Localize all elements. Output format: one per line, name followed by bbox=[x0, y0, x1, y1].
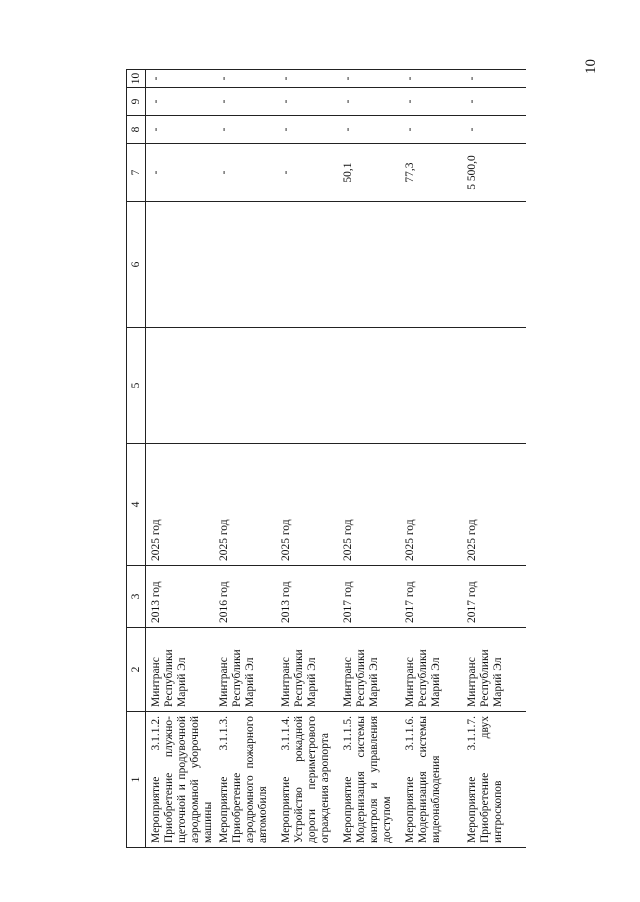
cell-col-9: - bbox=[338, 88, 400, 116]
cell-col-2: Минтранс Республики Марий Эл bbox=[276, 628, 338, 712]
cell-col-10: - bbox=[400, 70, 462, 88]
cell-col-3: 2017 год bbox=[338, 566, 400, 628]
table-body bbox=[146, 70, 527, 848]
cell-col-4: 2025 год bbox=[462, 444, 526, 566]
cell-col-2: Минтранс Республики Марий Эл bbox=[146, 628, 215, 712]
cell-col-4: 2025 год bbox=[214, 444, 276, 566]
cell-col-8: - bbox=[276, 116, 338, 144]
cell-col-6 bbox=[462, 202, 526, 328]
cell-col-5 bbox=[338, 328, 400, 444]
cell-col-5 bbox=[400, 328, 462, 444]
cell-col-7: 77,3 bbox=[400, 144, 462, 202]
cell-col-4: 2025 год bbox=[146, 444, 215, 566]
column-header-10: 10 bbox=[127, 70, 146, 88]
cell-col-4: 2025 год bbox=[338, 444, 400, 566]
cell-col-6 bbox=[338, 202, 400, 328]
cell-col-3: 2017 год bbox=[462, 566, 526, 628]
column-header-3: 3 bbox=[127, 566, 146, 628]
cell-col-10: - bbox=[214, 70, 276, 88]
header-row bbox=[127, 70, 146, 848]
table-row bbox=[214, 70, 276, 848]
cell-col-5 bbox=[146, 328, 215, 444]
cell-col-5 bbox=[462, 328, 526, 444]
cell-col-9: - bbox=[146, 88, 215, 116]
cell-col-7: - bbox=[146, 144, 215, 202]
cell-col-5 bbox=[276, 328, 338, 444]
table-row bbox=[338, 70, 400, 848]
cell-col-8: - bbox=[462, 116, 526, 144]
cell-col-10: - bbox=[338, 70, 400, 88]
column-header-7: 7 bbox=[127, 144, 146, 202]
cell-col-7: 5 500,0 bbox=[462, 144, 526, 202]
cell-col-8: - bbox=[146, 116, 215, 144]
cell-col-6 bbox=[214, 202, 276, 328]
rotated-table-wrapper bbox=[126, 70, 622, 848]
column-header-4: 4 bbox=[127, 444, 146, 566]
cell-col-4: 2025 год bbox=[276, 444, 338, 566]
cell-col-3: 2016 год bbox=[214, 566, 276, 628]
cell-col-10: - bbox=[146, 70, 215, 88]
cell-col-1: Мероприятие 3.1.1.5. Модернизация системы контроля и управления доступом bbox=[338, 712, 400, 848]
cell-col-9: - bbox=[462, 88, 526, 116]
cell-col-9: - bbox=[276, 88, 338, 116]
cell-col-6 bbox=[276, 202, 338, 328]
cell-col-1: Мероприятие 3.1.1.6. Модернизация системы видеонаблюдения bbox=[400, 712, 462, 848]
cell-col-1: Мероприятие 3.1.1.4. Устройство рокадной дороги периметрового ограждения аэропорта bbox=[276, 712, 338, 848]
program-table bbox=[126, 69, 526, 848]
column-header-1: 1 bbox=[127, 712, 146, 848]
cell-col-9: - bbox=[214, 88, 276, 116]
cell-col-8: - bbox=[214, 116, 276, 144]
table-row bbox=[462, 70, 526, 848]
column-header-8: 8 bbox=[127, 116, 146, 144]
cell-col-10: - bbox=[462, 70, 526, 88]
column-header-9: 9 bbox=[127, 88, 146, 116]
cell-col-9: - bbox=[400, 88, 462, 116]
cell-col-2: Минтранс Республики Марий Эл bbox=[338, 628, 400, 712]
cell-col-3: 2013 год bbox=[276, 566, 338, 628]
table-row bbox=[276, 70, 338, 848]
table-row bbox=[400, 70, 462, 848]
cell-col-1: Мероприятие 3.1.1.2. Приобретение плужно-щеточной и продувочной аэродромной уборочной машины bbox=[146, 712, 215, 848]
cell-col-10: - bbox=[276, 70, 338, 88]
cell-col-5 bbox=[214, 328, 276, 444]
cell-col-2: Минтранс Республики Марий Эл bbox=[214, 628, 276, 712]
page-number: 10 bbox=[583, 59, 599, 74]
cell-col-2: Минтранс Республики Марий Эл bbox=[462, 628, 526, 712]
cell-col-7: - bbox=[276, 144, 338, 202]
cell-col-8: - bbox=[400, 116, 462, 144]
column-header-2: 2 bbox=[127, 628, 146, 712]
cell-col-6 bbox=[146, 202, 215, 328]
cell-col-1: Мероприятие 3.1.1.7. Приобретение двух интроскопов bbox=[462, 712, 526, 848]
cell-col-3: 2013 год bbox=[146, 566, 215, 628]
cell-col-7: - bbox=[214, 144, 276, 202]
cell-col-7: 50,1 bbox=[338, 144, 400, 202]
cell-col-8: - bbox=[338, 116, 400, 144]
cell-col-3: 2017 год bbox=[400, 566, 462, 628]
cell-col-4: 2025 год bbox=[400, 444, 462, 566]
column-header-5: 5 bbox=[127, 328, 146, 444]
table-row bbox=[146, 70, 215, 848]
cell-col-1: Мероприятие 3.1.1.3. Приобретение аэродромного пожарного автомобиля bbox=[214, 712, 276, 848]
cell-col-6 bbox=[400, 202, 462, 328]
cell-col-2: Минтранс Республики Марий Эл bbox=[400, 628, 462, 712]
column-header-6: 6 bbox=[127, 202, 146, 328]
